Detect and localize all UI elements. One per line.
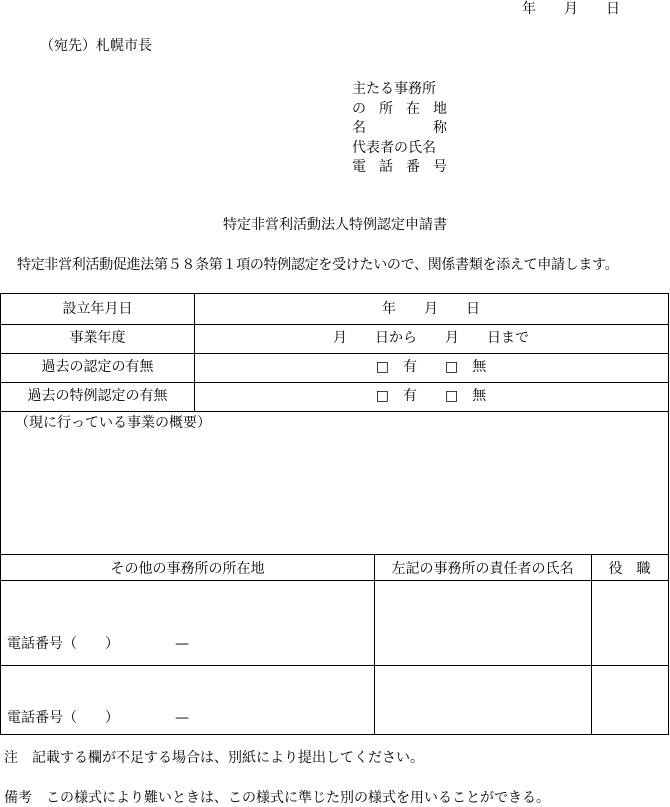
- row-divider: [1, 353, 668, 354]
- past-certification-checkboxes[interactable]: □ 有 □ 無: [375, 359, 487, 375]
- office-2-phone-dash: —: [175, 710, 189, 726]
- office-1-phone-label[interactable]: 電話番号（ ）: [7, 636, 119, 652]
- established-date-label: 設立年月日: [62, 301, 133, 317]
- office-label: 主たる事務所: [352, 81, 436, 97]
- fiscal-year-value[interactable]: 月 日から 月 日まで: [333, 330, 529, 346]
- application-form-table: [0, 293, 669, 735]
- row-divider: [1, 324, 668, 325]
- office-manager-header: 左記の事務所の責任者の氏名: [391, 561, 574, 577]
- column-divider: [374, 554, 375, 735]
- footer-remark: 備考 この様式により難いときは、この様式に準じた別の様式を用いることができる。: [4, 790, 550, 806]
- phone-label: 電 話 番 号: [352, 159, 447, 175]
- other-office-location-header: その他の事務所の所在地: [110, 561, 265, 577]
- representative-label: 代表者の氏名: [352, 139, 436, 156]
- name-label: 名 称: [352, 120, 447, 136]
- position-header: 役 職: [608, 561, 651, 577]
- applicant-block: [352, 80, 447, 178]
- business-summary-label: （現に行っている事業の概要）: [15, 415, 211, 431]
- office-2-phone-label[interactable]: 電話番号（ ）: [7, 710, 119, 726]
- office-1-phone-dash: —: [175, 636, 189, 652]
- intro-text: 特定非営利活動促進法第５８条第１項の特例認定を受けたいので、関係書類を添えて申請します。: [17, 257, 619, 273]
- column-divider: [591, 554, 592, 735]
- past-special-certification-label: 過去の特例認定の有無: [27, 388, 168, 404]
- row-divider: [1, 580, 668, 581]
- footer-note: 注 記載する欄が不足する場合は、別紙により提出してください。: [4, 750, 424, 766]
- row-divider: [1, 382, 668, 383]
- past-special-certification-checkboxes[interactable]: □ 有 □ 無: [375, 388, 487, 404]
- location-label: の 所 在 地: [352, 100, 447, 117]
- document-title: 特定非営利活動法人特例認定申請書: [223, 217, 447, 233]
- row-divider: [1, 411, 668, 412]
- addressee: （宛先）札幌市長: [40, 38, 152, 54]
- established-date-value[interactable]: 年 月 日: [382, 301, 480, 317]
- date-line: 年 月 日: [522, 1, 620, 17]
- row-divider: [1, 554, 668, 555]
- fiscal-year-label: 事業年度: [69, 330, 126, 346]
- row-divider: [1, 665, 668, 666]
- past-certification-label: 過去の認定の有無: [41, 359, 154, 375]
